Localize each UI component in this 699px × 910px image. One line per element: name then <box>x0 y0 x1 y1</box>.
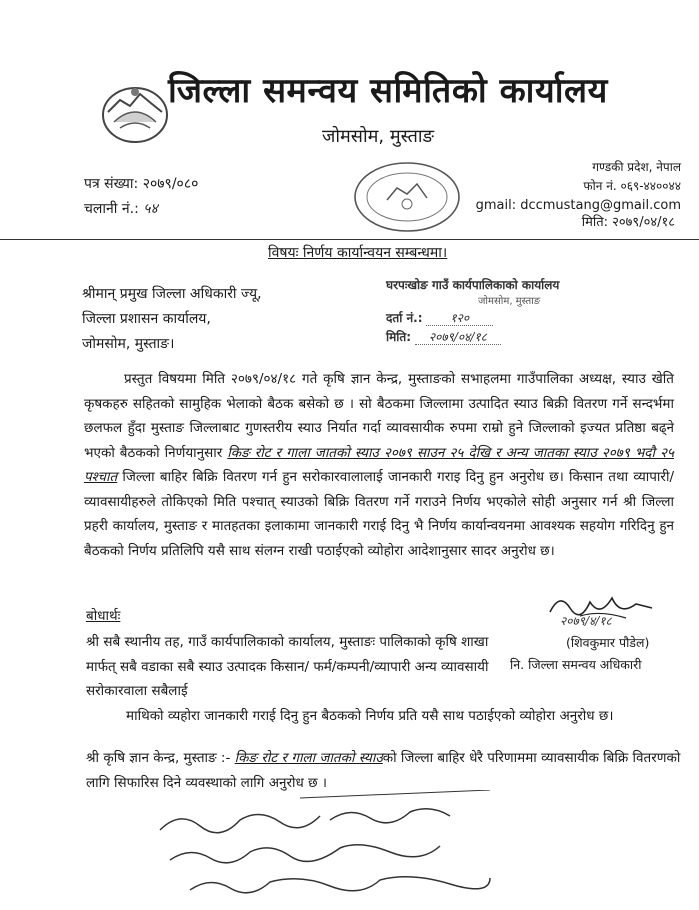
signatory-title: नि. जिल्ला समन्वय अधिकारी <box>510 657 642 672</box>
body-paragraph-rest: जिल्ला बाहिर बिक्रि वितरण गर्न हुन सरोकारवालालाई जानकारी गराइ दिनु हुन अनुरोध छ। किसान तथा व्यापारी/व्यावसायीहरुले तोकिएको मिति पश्चात् स्याउको बिक्रि वितरण गर्ने गराउने निर्णय भएकोले सोही अनुसार गर्न श्री जिल्ला प्रहरी कार्यालय, मुस्ताङ र मातहतका इलाकामा जानकारी गराई दिनु भै निर्णय कार्यान्वयनमा आवश्यक सहयोग गरिदिनु हुन बैठकको निर्णय प्रतिलिपि यसै साथ संलग्न राखी पठाईएको व्योहोरा आदेशानुसार सादर अनुरोध छ। <box>84 469 674 559</box>
cc-item-2 <box>86 746 686 795</box>
letter-no-label: पत्र संख्या: <box>84 176 139 192</box>
recipient-line-3: जोमसोम, मुस्ताङ। <box>82 336 175 352</box>
cc-item-2-rest: को जिल्ला बाहिर धेरै परिणाममा व्यावसायीक बिक्रि वितरणको लागि सिफारिस दिने व्यवस्थाको लागि अनुरोध छ । <box>86 750 681 791</box>
email-address: gmail: dccmustang@gmail.com <box>475 198 681 213</box>
phone-number: फोन नं. ०६९-४४००४४ <box>583 179 681 193</box>
signatory-name: (शिवकुमार पौडेल) <box>566 635 650 650</box>
recipient-line-2: जिल्ला प्रशासन कार्यालय, <box>82 311 211 327</box>
office-seal-stamp <box>352 160 462 234</box>
signature-date: २०७९/४/१८ <box>560 614 612 628</box>
reg-stamp-title: घरपःखोङ गाउँ कार्यपालिकाको कार्यालय <box>386 278 560 292</box>
reg-date-value: २०७९/०४/१८ <box>415 330 501 345</box>
province: गण्डकी प्रदेश, नेपाल <box>592 160 681 174</box>
registration-stamp <box>386 276 628 345</box>
body-paragraph-1: प्रस्तुत विषयमा मिति २०७९/०४/१८ गते कृषि ज्ञान केन्द्र, मुस्ताङको सभाहलमा गाउँपालिका अध्यक्ष, स्याउ खेति कृषकहरु सहितको सामुहिक भेलाको बैठक बसेको छ । सो बैठकमा जिल्लामा उत्पादित स्याउ बिक्री वितरण गर्ने सन्दर्भमा छलफल हुँदा मुस्ताङ जिल्लाबाट गुणस्तरीय स्याउ निर्यात गर्दा व्यावसायीक रुपमा राम्रो हुने जिल्लाको इज्यत प्रतिष्ठा बढ्ने भएको बैठकको निर्णयानुसार <box>84 371 674 461</box>
handwritten-note <box>150 790 510 910</box>
reg-stamp-place: जोमसोम, मुस्ताङ <box>478 296 541 307</box>
recipient-address <box>82 282 262 357</box>
letter-body <box>84 367 674 563</box>
letter-reference <box>84 172 198 222</box>
body-highlight: किङ रोट र गाला जातको स्याउ २०७९ साउन २५ देखि र अन्य जातका स्याउ २०७९ भदौ २५ पश्चात <box>84 444 675 485</box>
cc-item-1-tail: माथिको व्यहोरा जानकारी गराई दिनु हुन बैठकको निर्णय प्रति यसै साथ पठाईएको व्योहोरा अनुरोध छ। <box>126 708 614 724</box>
office-place: जोमसोम, मुस्ताङ <box>322 126 434 147</box>
letter-no-value: २०७९/०८० <box>142 176 199 192</box>
cc-item-2-prefix: श्री कृषि ज्ञान केन्द्र, मुस्ताङ :- <box>86 750 231 766</box>
reg-no-value: १२० <box>426 311 493 326</box>
date-label: मिति: <box>581 215 609 230</box>
dispatch-no-label: चलानी नं.: <box>84 201 139 217</box>
recipient-line-1: श्रीमान् प्रमुख जिल्ला अधिकारी ज्यू, <box>82 286 262 302</box>
date-value: २०७९/०४/१८ <box>612 215 675 230</box>
contact-info <box>476 158 681 215</box>
header-divider <box>0 239 699 240</box>
subject-line: विषयः निर्णय कार्यान्वयन सम्बन्धमा। <box>268 245 448 261</box>
cc-heading: बोधार्थः <box>86 608 121 624</box>
cc-item-2-highlight: किङ रोट र गाला जातको स्याउ <box>234 750 383 766</box>
dispatch-no-value: ५४ <box>143 201 158 217</box>
reg-date-label: मिति: <box>386 330 412 344</box>
office-title: जिल्ला समन्वय समितिको कार्यालय <box>168 71 608 111</box>
letter-date <box>582 212 675 230</box>
cc-item-1: श्री सबै स्थानीय तह, गाउँ कार्यपालिकाको कार्यालय, मुस्ताङः पालिकाको कृषि शाखा मार्फत् सबै वडाका सबै स्याउ उत्पादक किसान/ फर्म/कम्पनी/व्यापारी अन्य व्यावसायी सरोकारवाला सबैलाई <box>86 634 489 699</box>
emblem-logo <box>100 82 170 144</box>
reg-no-label: दर्ता नं.: <box>386 311 423 325</box>
